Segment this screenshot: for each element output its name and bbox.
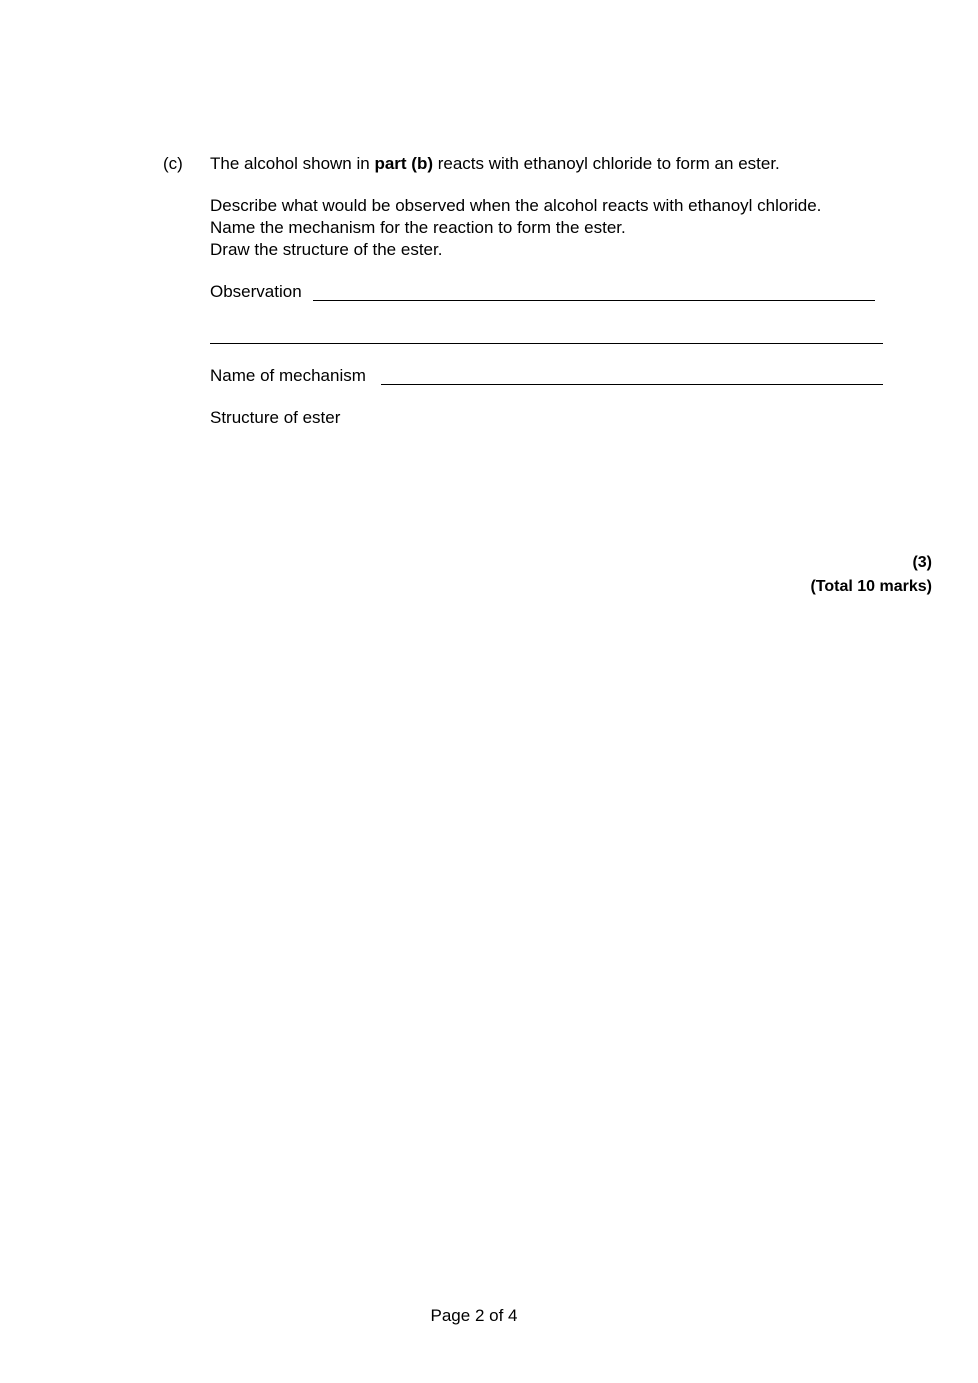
intro-text-before: The alcohol shown in (210, 154, 375, 173)
instruction-draw-structure: Draw the structure of the ester. (210, 240, 443, 259)
intro-text-after: reacts with ethanoyl chloride to form an ester. (432, 154, 780, 173)
observation-label: Observation (210, 282, 302, 301)
part-marks: (3) (912, 554, 932, 571)
observation-answer-line[interactable] (313, 300, 875, 301)
question-intro (210, 153, 780, 175)
mechanism-answer-line[interactable] (381, 384, 883, 385)
intro-part-reference: part (b) (374, 154, 433, 173)
structure-drawing-area[interactable] (210, 432, 890, 542)
instruction-name-mechanism: Name the mechanism for the reaction to form the ester. (210, 218, 626, 237)
observation-answer-line-2[interactable] (210, 343, 883, 344)
question-part-label: (c) (163, 154, 183, 173)
instruction-describe: Describe what would be observed when the alcohol reacts with ethanoyl chloride. (210, 196, 822, 215)
structure-label: Structure of ester (210, 408, 341, 427)
total-marks: (Total 10 marks) (810, 578, 932, 595)
page-number: Page 2 of 4 (430, 1306, 518, 1325)
mechanism-label: Name of mechanism (210, 366, 366, 385)
